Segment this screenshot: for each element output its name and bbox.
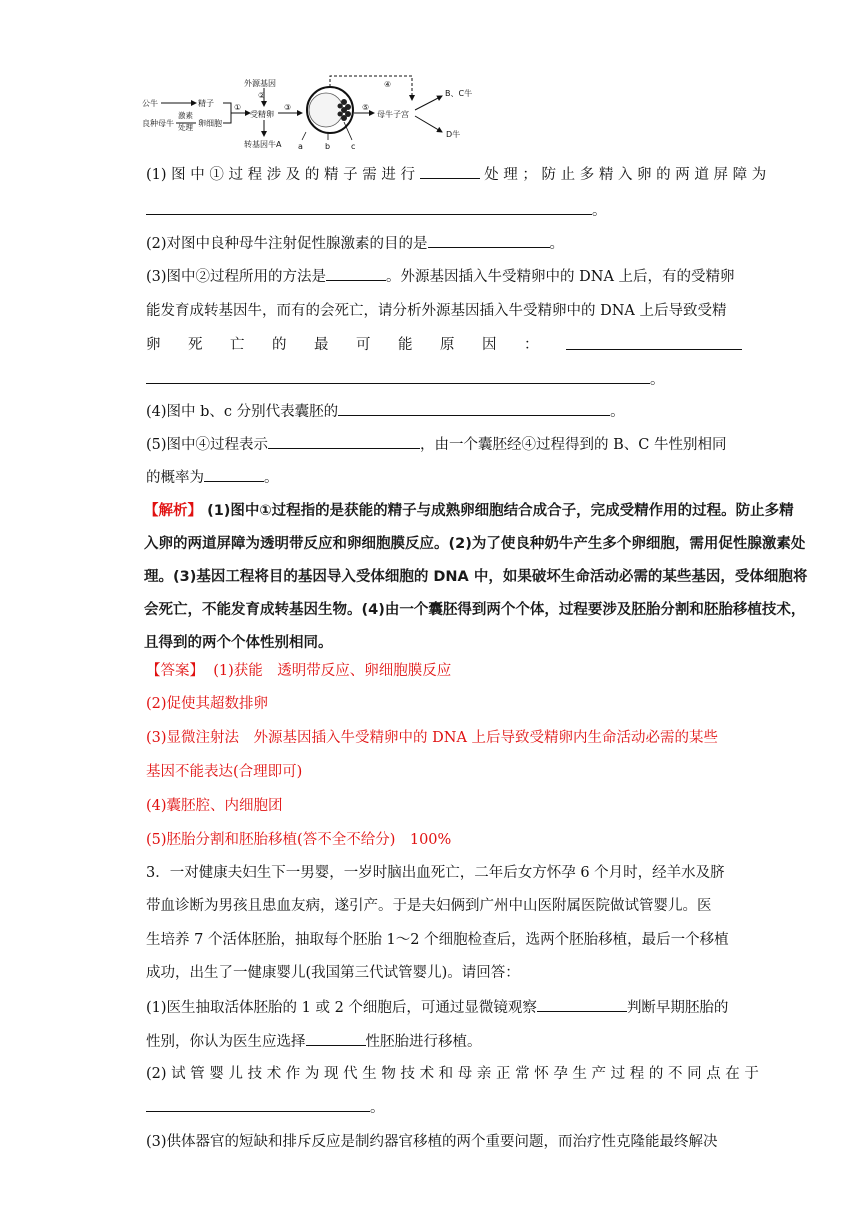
answer-tag: 【答案】 — [146, 663, 204, 679]
blastocoel — [309, 93, 343, 127]
blank-5-2[interactable] — [204, 467, 264, 482]
analysis-tag: 【解析】 — [144, 503, 202, 519]
label-b: b — [325, 142, 331, 151]
transgenic-cattle-label: 转基因牛A — [244, 140, 282, 149]
analysis-line-4: 会死亡，不能发育成转基因生物。(4)由一个囊胚得到两个个体，过程要涉及胚胎分割和胚胎移植技术， — [144, 602, 806, 618]
bull-label: 公牛 — [142, 99, 158, 108]
sperm-label: 精子 — [198, 99, 214, 108]
answer-line-1: 【答案】 (1)获能 透明带反应、卵细胞膜反应 — [146, 663, 452, 679]
blank-1-2[interactable] — [146, 200, 592, 215]
problem-3-line-2: 带血诊断为男孩且患血友病，遂引产。于是夫妇俩到广州中山医附属医院做试管婴儿。医 — [146, 898, 712, 914]
problem-3-line-1: 3．一对健康夫妇生下一男婴，一岁时脑出血死亡，二年后女方怀孕 6 个月时，经羊水及脐 — [146, 865, 725, 881]
question-3-line-1: (3)图中②过程所用的方法是 。外源基因插入牛受精卵中的 DNA 上后，有的受精卵 — [146, 266, 735, 287]
answer-line-5: (4)囊胚腔、内细胞团 — [146, 798, 283, 814]
question-2: (2)对图中良种母牛注射促性腺激素的目的是 。 — [146, 233, 564, 254]
analysis-line-3: 理。(3)基因工程将目的基因导入受体细胞的 DNA 中，如果破坏生命活动必需的某些基因，受体细胞将 — [144, 569, 808, 585]
to-bc-arrow — [415, 96, 442, 110]
hormone-label-1: 激素 — [178, 111, 193, 120]
blank-p3-3[interactable] — [146, 1097, 370, 1112]
label-c: c — [351, 142, 356, 151]
embryo-engineering-diagram — [140, 72, 510, 152]
foreign-gene-label: 外源基因 — [244, 79, 276, 88]
zygote-label: 受精卵 — [250, 110, 274, 119]
to-d-arrow — [415, 116, 442, 132]
step-5: ⑤ — [362, 103, 370, 112]
question-5-line-2: 的概率为 。 — [146, 467, 279, 488]
blank-p3-1[interactable] — [537, 997, 627, 1012]
bc-cattle-label: B、C牛 — [445, 89, 473, 98]
analysis-line-2: 入卵的两道屏障为透明带反应和卵细胞膜反应。(2)为了使良种奶牛产生多个卵细胞，需用促性腺激素处 — [144, 536, 806, 552]
problem-3-q2-line-2: 。 — [146, 1097, 385, 1118]
problem-3-q1-line-2: 性别，你认为医生应选择 性胚胎进行移植。 — [146, 1031, 482, 1052]
question-4: (4)图中 b、c 分别代表囊胚的 。 — [146, 401, 625, 422]
blank-3-1[interactable] — [326, 266, 386, 281]
hormone-label-2: 处理 — [178, 123, 193, 132]
problem-3-q2-line-1: (2) 试 管 婴 儿 技 术 作 为 现 代 生 物 技 术 和 母 亲 正 常 怀 孕 生 产 过 程 的 不 同 点 在 于 — [146, 1066, 759, 1082]
blank-4[interactable] — [338, 401, 610, 416]
egg-label: 卵细胞 — [198, 119, 222, 128]
blank-1-1[interactable] — [420, 164, 480, 179]
step-2: ② — [258, 91, 266, 100]
uterus-label: 母牛子宫 — [377, 110, 409, 119]
answer-line-2: (2)促使其超数排卵 — [146, 696, 269, 712]
analysis-line-5: 且得到的两个个体性别相同。 — [144, 635, 333, 651]
problem-3-line-3: 生培养 7 个活体胚胎，抽取每个胚胎 1～2 个细胞检查后，选两个胚胎移植，最后一个移植 — [146, 932, 729, 948]
question-1-line-1: (1) 图 中 ① 过 程 涉 及 的 精 子 需 进 行 处 理 ； 防 止 多 精 入 卵 的 两 道 屏 障 为 — [146, 164, 766, 185]
answer-line-6: (5)胚胎分割和胚胎移植(答不全不给分) 100% — [146, 832, 452, 848]
problem-3-line-4: 成功，出生了一健康婴儿(我国第三代试管婴儿)。请回答： — [146, 965, 520, 981]
label-a: a — [298, 142, 303, 151]
question-3-line-4: 。 — [146, 369, 665, 390]
question-3-line-3: 卵 死 亡 的 最 可 能 原 因 ： — [146, 335, 742, 355]
step-3: ③ — [284, 103, 292, 112]
blank-3-2[interactable] — [566, 335, 742, 350]
step-1: ① — [234, 103, 242, 112]
question-1-line-2: 。 — [146, 200, 607, 221]
blank-p3-2[interactable] — [306, 1031, 366, 1046]
cow-label: 良种母牛 — [142, 119, 174, 128]
question-5-line-1: (5)图中④过程表示 ，由一个囊胚经④过程得到的 B、C 牛性别相同 — [146, 434, 727, 455]
answer-line-3: (3)显微注射法 外源基因插入牛受精卵中的 DNA 上后导致受精卵内生命活动必需的某些 — [146, 730, 719, 746]
problem-3-q3-line-1: (3)供体器官的短缺和排斥反应是制约器官移植的两个重要问题，而治疗性克隆能最终解决 — [146, 1134, 718, 1150]
d-cattle-label: D牛 — [446, 130, 461, 139]
step-4: ④ — [384, 80, 392, 89]
blank-5-1[interactable] — [268, 434, 420, 449]
answer-line-4: 基因不能表达(合理即可) — [146, 764, 303, 780]
problem-3-q1-line-1: (1)医生抽取活体胚胎的 1 或 2 个细胞后，可通过显微镜观察 判断早期胚胎的 — [146, 997, 728, 1018]
blank-2[interactable] — [428, 233, 550, 248]
analysis-line-1: 【解析】 (1)图中①过程指的是获能的精子与成熟卵细胞结合成合子，完成受精作用的过程。防止多精 — [144, 503, 794, 519]
question-3-line-2: 能发育成转基因牛，而有的会死亡，请分析外源基因插入牛受精卵中的 DNA 上后导致受精 — [146, 303, 727, 319]
blank-3-3[interactable] — [146, 369, 650, 384]
